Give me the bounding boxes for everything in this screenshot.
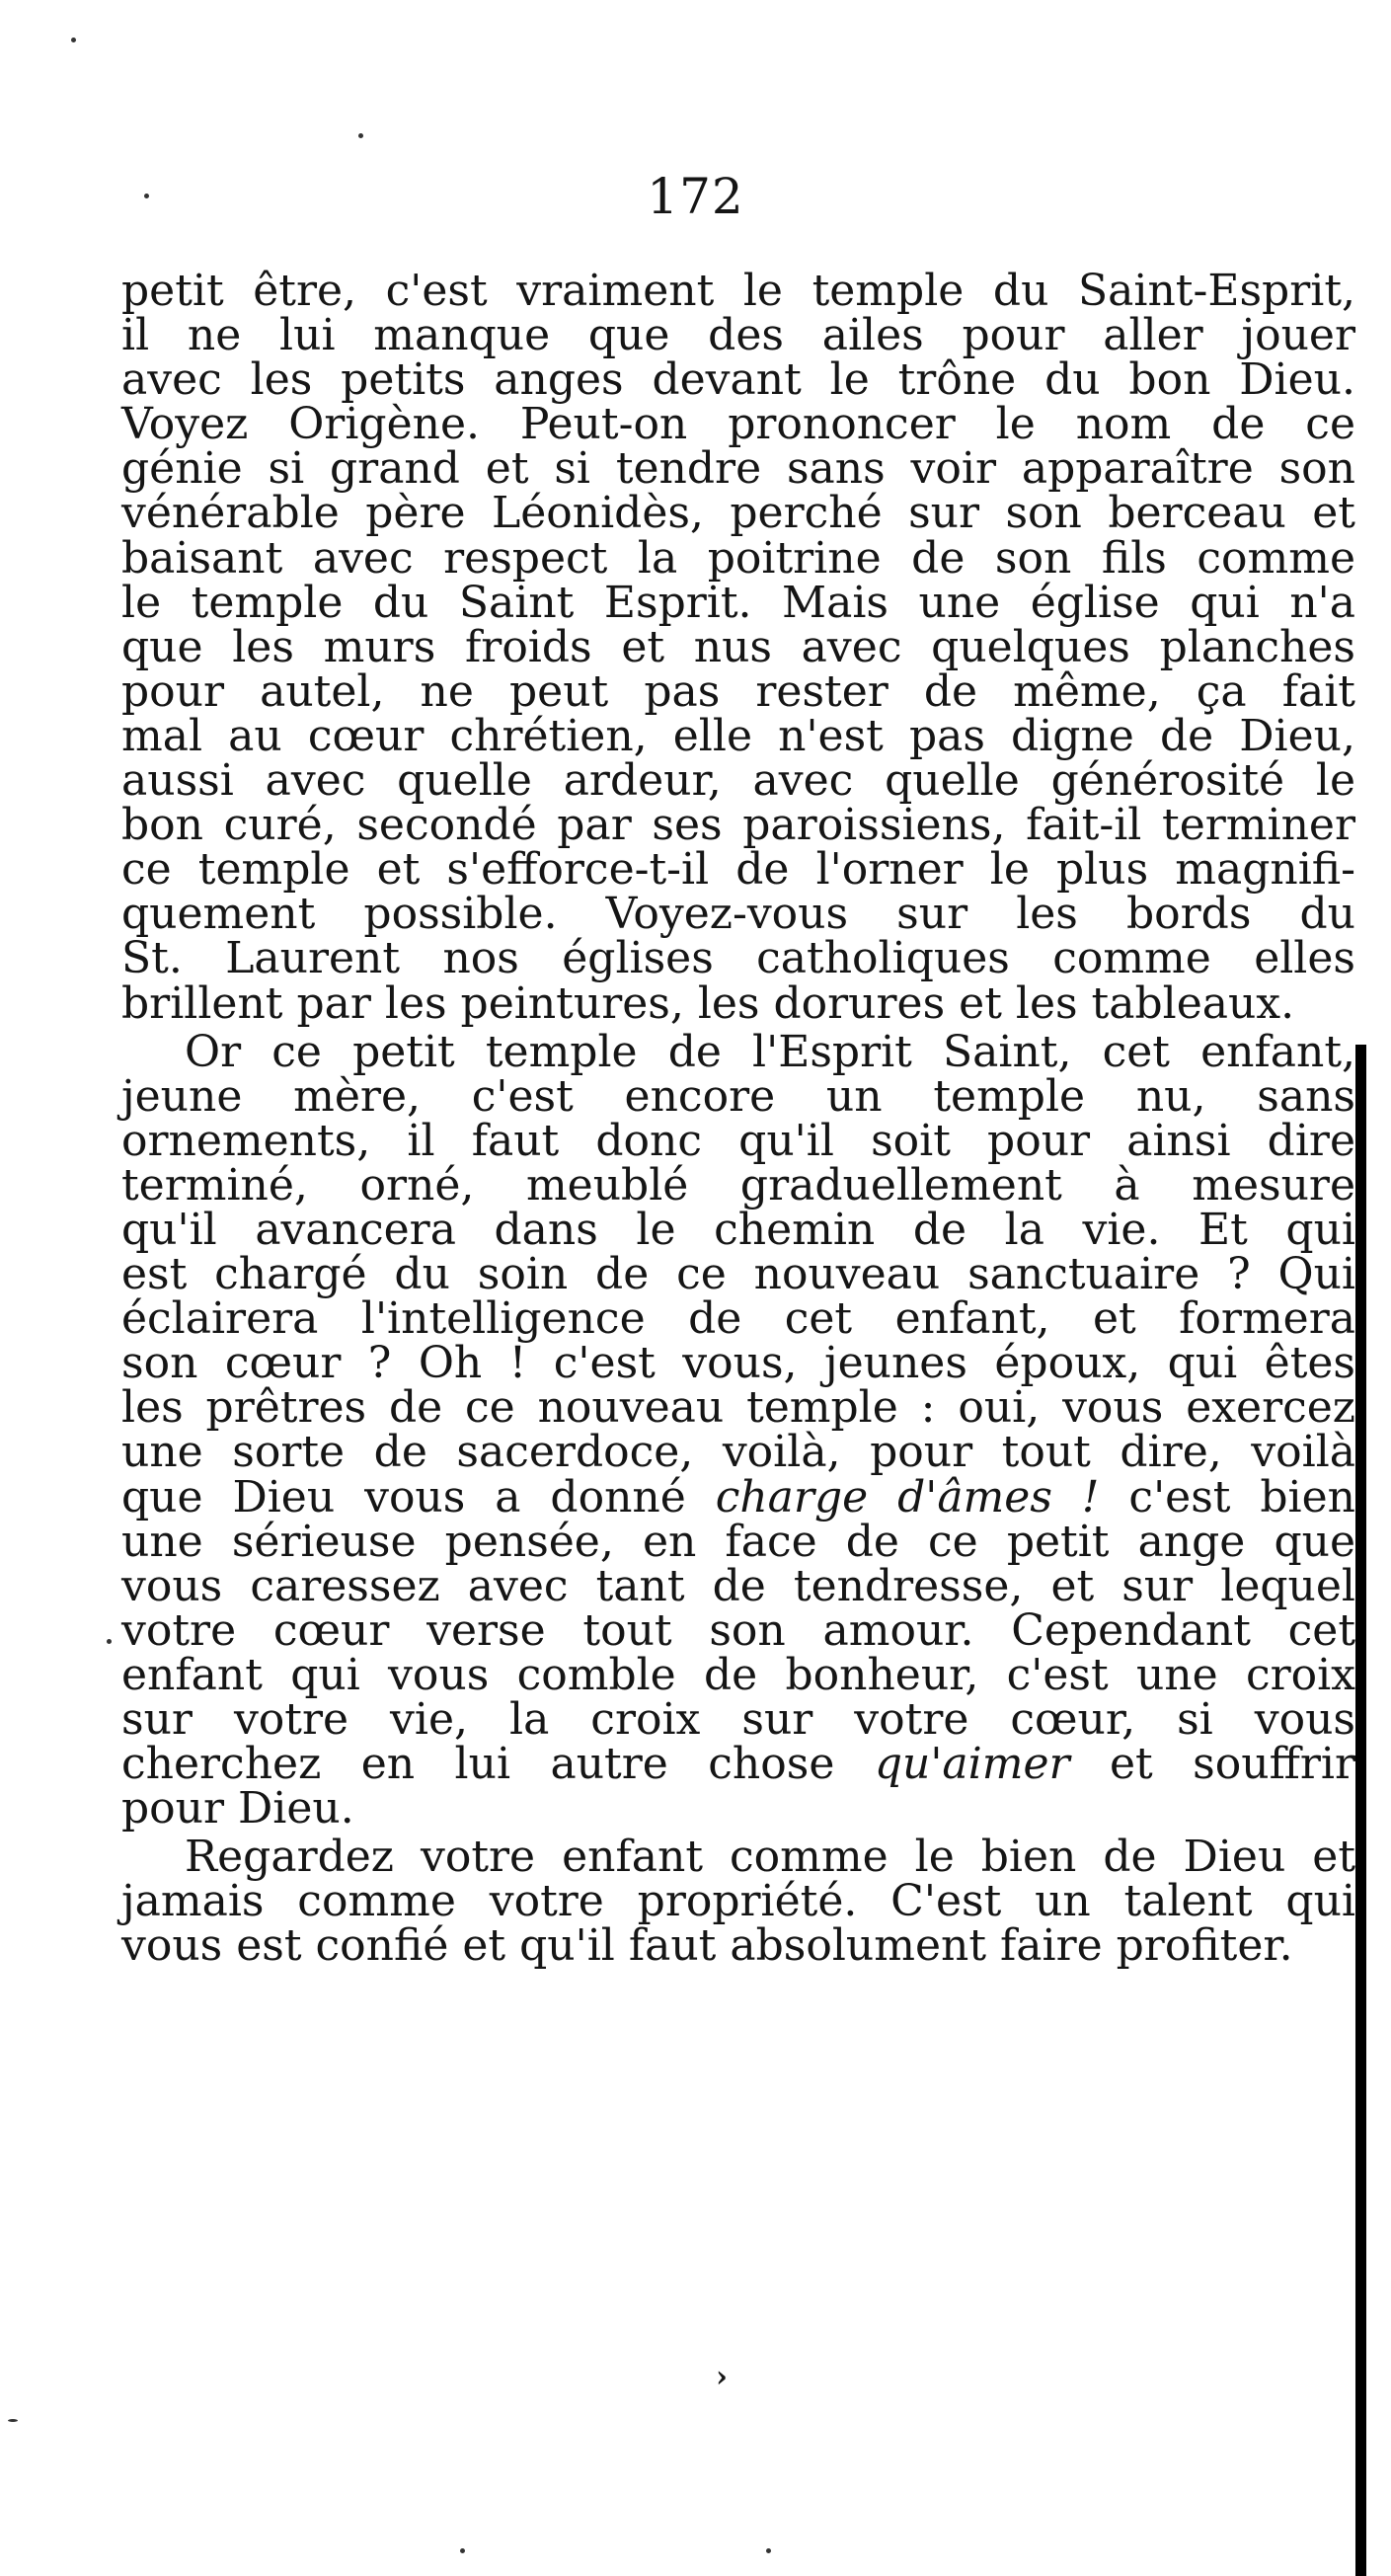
text-line: sur votre vie, la croix sur votre cœur, si vous	[121, 1694, 1355, 1745]
text-line: vous est confié et qu'il faut absolument faire profiter.	[121, 1920, 1293, 1972]
text-line: une sorte de sacerdoce, voilà, pour tout dire, voilà	[121, 1427, 1355, 1478]
text-line: il ne lui manque que des ailes pour aller jouer	[121, 310, 1355, 361]
text-line: St. Laurent nos églises catholiques comme elles	[121, 933, 1355, 984]
scan-speck	[107, 1639, 112, 1644]
text-line	[121, 1739, 1355, 1790]
text-line: génie si grand et si tendre sans voir apparaître son	[121, 443, 1355, 495]
text-line: est chargé du soin de ce nouveau sanctuaire ? Qui	[121, 1249, 1355, 1300]
scan-speck	[71, 38, 76, 42]
text-line: les prêtres de ce nouveau temple : oui, vous exercez	[121, 1382, 1355, 1434]
text-line: petit être, c'est vraiment le temple du Saint-Esprit,	[121, 266, 1355, 316]
text-line	[121, 1471, 1355, 1522]
footer-mark: ›	[716, 2360, 728, 2394]
text-line: le temple du Saint Esprit. Mais une église qui n'a	[121, 577, 1355, 628]
text-line: avec les petits anges devant le trône du bon Dieu.	[121, 354, 1355, 406]
scan-speck	[460, 2548, 465, 2553]
text-line: brillent par les peintures, les dorures et les tableaux.	[121, 977, 1295, 1029]
page-number: 172	[647, 168, 744, 225]
text-line: quement possible. Voyez-vous sur les bords du	[121, 889, 1355, 940]
text-line: pour Dieu.	[121, 1783, 354, 1834]
paragraph-2	[121, 1026, 1355, 1834]
scan-speck	[766, 2548, 771, 2553]
scan-speck	[358, 133, 363, 138]
page-edge-rule	[1355, 1045, 1366, 2576]
text-line: mal au cœur chrétien, elle n'est pas digne de Dieu,	[121, 710, 1355, 761]
text-line: vénérable père Léonidès, perché sur son berceau et	[121, 488, 1355, 539]
text-line: éclairera l'intelligence de cet enfant, et formera	[121, 1293, 1355, 1345]
text-line: bon curé, secondé par ses paroissiens, fait-il terminer	[121, 800, 1355, 851]
text-line: terminé, orné, meublé graduellement à mesure	[121, 1159, 1355, 1210]
text-run: que Dieu vous a donné	[121, 1471, 686, 1522]
text-line: aussi avec quelle ardeur, avec quelle générosité le	[121, 755, 1355, 807]
text-line: enfant qui vous comble de bonheur, c'est une croix	[121, 1649, 1355, 1700]
text-line: Voyez Origène. Peut-on prononcer le nom de ce	[121, 399, 1355, 450]
text-line: jamais comme votre propriété. C'est un talent qui	[121, 1876, 1355, 1927]
text-line: Or ce petit temple de l'Esprit Saint, cet enfant,	[185, 1026, 1355, 1077]
text-line: son cœur ? Oh ! c'est vous, jeunes époux, qui êtes	[121, 1338, 1355, 1389]
text-run: c'est bien	[1128, 1471, 1355, 1522]
text-line: qu'il avancera dans le chemin de la vie. Et qui	[121, 1204, 1355, 1255]
text-line: ce temple et s'efforce-t-il de l'orner le plus magnifi-	[121, 844, 1355, 896]
text-line: pour autel, ne peut pas rester de même, ça fait	[121, 665, 1355, 717]
text-line: ornements, il faut donc qu'il soit pour ainsi dire	[121, 1115, 1355, 1166]
text-line: baisant avec respect la poitrine de son fils comme	[121, 532, 1355, 584]
text-line: jeune mère, c'est encore un temple nu, sans	[121, 1070, 1355, 1122]
text-run: et souffrir	[1110, 1739, 1355, 1790]
body-text	[121, 266, 1355, 1972]
italic-phrase: charge d'âmes !	[715, 1471, 1100, 1522]
text-line: une sérieuse pensée, en face de ce petit ange que	[121, 1516, 1355, 1567]
text-line: votre cœur verse tout son amour. Cependant cet	[121, 1604, 1355, 1656]
paragraph-3	[121, 1832, 1355, 1972]
paragraph-1	[121, 266, 1355, 1029]
scan-speck	[144, 194, 149, 198]
text-line: vous caressez avec tant de tendresse, et sur lequel	[121, 1560, 1355, 1611]
scan-speck	[8, 2419, 18, 2422]
text-run: cherchez en lui autre chose	[121, 1739, 835, 1790]
text-line: Regardez votre enfant comme le bien de Dieu et	[185, 1832, 1355, 1883]
italic-phrase: qu'aimer	[874, 1739, 1070, 1790]
text-line: que les murs froids et nus avec quelques planches	[121, 621, 1355, 672]
